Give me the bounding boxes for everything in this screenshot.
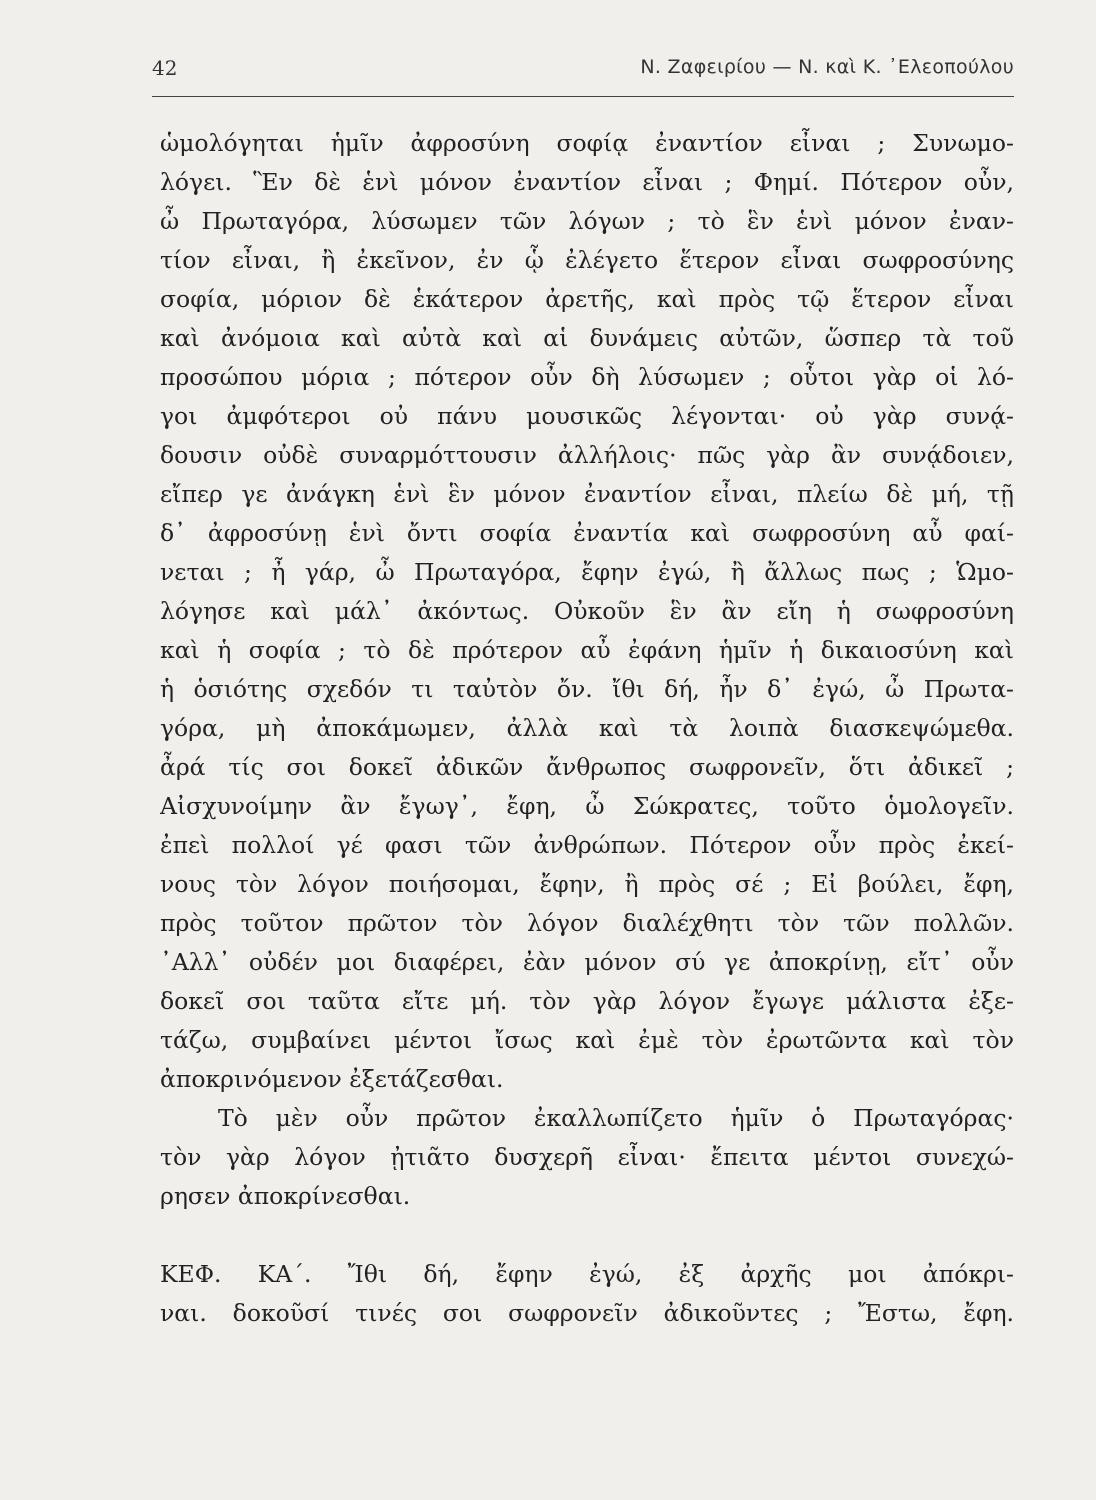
text-line: Αἰσχυνοίμην ἂν ἔγωγ᾿, ἔφη, ὦ Σώκρατες, τοῦτο ὁμολογεῖν.	[160, 792, 1014, 820]
text-line: ΚΕΦ. ΚΑ΄. Ἴθι δή, ἔφην ἐγώ, ἐξ ἀρχῆς μοι ἀπόκρι-	[160, 1260, 1014, 1288]
text-line: Τὸ μὲν οὖν πρῶτον ἐκαλλωπίζετο ἡμῖν ὁ Πρωταγόρας·	[218, 1104, 1014, 1132]
text-line: νεται ; ἦ γάρ, ὦ Πρωταγόρα, ἔφην ἐγώ, ἢ ἄλλως πως ; Ὡμο-	[160, 558, 1014, 586]
paragraph-3	[160, 1255, 1014, 1333]
text-line: ὡμολόγηται ἡμῖν ἀφροσύνη σοφίᾳ ἐναντίον εἶναι ; Συνωμο-	[160, 129, 1014, 157]
text-line: σοφία, μόριον δὲ ἑκάτερον ἀρετῆς, καὶ πρὸς τῷ ἕτερον εἶναι	[160, 285, 1014, 313]
text-line: γόρα, μὴ ἀποκάμωμεν, ἀλλὰ καὶ τὰ λοιπὰ διασκεψώμεθα.	[160, 714, 1014, 742]
text-line: λόγησε καὶ μάλ᾿ ἀκόντως. Οὐκοῦν ἓν ἂν εἴη ἡ σωφροσύνη	[160, 597, 1014, 625]
text-line: τάζω, συμβαίνει μέντοι ἴσως καὶ ἐμὲ τὸν ἐρωτῶντα καὶ τὸν	[160, 1026, 1014, 1054]
text-line: εἴπερ γε ἀνάγκη ἑνὶ ἓν μόνον ἐναντίον εἶναι, πλείω δὲ μή, τῇ	[160, 480, 1014, 508]
text-line: ρησεν ἀποκρίνεσθαι.	[160, 1182, 411, 1210]
text-line: γοι ἀμφότεροι οὐ πάνυ μουσικῶς λέγονται· οὐ γὰρ συνᾴ-	[160, 402, 1014, 430]
text-line: ἐπεὶ πολλοί γέ φασι τῶν ἀνθρώπων. Πότερον οὖν πρὸς ἐκεί-	[160, 831, 1014, 859]
text-line: δ᾿ ἀφροσύνῃ ἑνὶ ὄντι σοφία ἐναντία καὶ σωφροσύνη αὖ φαί-	[160, 519, 1014, 547]
text-line: ναι. δοκοῦσί τινές σοι σωφρονεῖν ἀδικοῦντες ; Ἔστω, ἔφη.	[160, 1299, 1014, 1327]
text-line: καὶ ἡ σοφία ; τὸ δὲ πρότερον αὖ ἐφάνη ἡμῖν ἡ δικαιοσύνη καὶ	[160, 636, 1014, 664]
text-line: τίον εἶναι, ἢ ἐκεῖνον, ἐν ᾧ ἐλέγετο ἕτερον εἶναι σωφροσύνης	[160, 246, 1014, 274]
header-rule	[152, 96, 1014, 97]
text-line: ἀποκρινόμενον ἐξετάζεσθαι.	[160, 1065, 504, 1093]
running-head: Ν. Ζαφειρίου — Ν. καὶ Κ. ᾿Ελεοπούλου	[640, 56, 1014, 78]
page-number: 42	[152, 56, 178, 80]
text-line: ἆρά τίς σοι δοκεῖ ἀδικῶν ἄνθρωπος σωφρονεῖν, ὅτι ἀδικεῖ ;	[160, 753, 1014, 781]
page-header	[152, 56, 1014, 92]
text-line: δοκεῖ σοι ταῦτα εἴτε μή. τὸν γὰρ λόγον ἔγωγε μάλιστα ἐξε-	[160, 987, 1014, 1015]
text-line: ᾿Αλλ᾿ οὐδέν μοι διαφέρει, ἐὰν μόνον σύ γε ἀποκρίνῃ, εἴτ᾿ οὖν	[160, 948, 1014, 976]
text-line: τὸν γὰρ λόγον ᾐτιᾶτο δυσχερῆ εἶναι· ἔπειτα μέντοι συνεχώ-	[160, 1143, 1014, 1171]
text-line: πρὸς τοῦτον πρῶτον τὸν λόγον διαλέχθητι τὸν τῶν πολλῶν.	[160, 909, 1014, 937]
text-line: νους τὸν λόγον ποιήσομαι, ἔφην, ἢ πρὸς σέ ; Εἰ βούλει, ἔφη,	[160, 870, 1014, 898]
text-line: καὶ ἀνόμοια καὶ αὐτὰ καὶ αἱ δυνάμεις αὐτῶν, ὥσπερ τὰ τοῦ	[160, 324, 1014, 352]
paragraph-2	[160, 1099, 1014, 1216]
text-line: ἡ ὁσιότης σχεδόν τι ταὐτὸν ὄν. ἴθι δή, ἦν δ᾿ ἐγώ, ὦ Πρωτα-	[160, 675, 1014, 703]
text-line: προσώπου μόρια ; πότερον οὖν δὴ λύσωμεν ; οὗτοι γὰρ οἱ λό-	[160, 363, 1014, 391]
body-text	[160, 124, 1014, 1333]
paragraph-1	[160, 124, 1014, 1099]
text-line: λόγει. Ἓν δὲ ἑνὶ μόνον ἐναντίον εἶναι ; Φημί. Πότερον οὖν,	[160, 168, 1014, 196]
text-line: ὦ Πρωταγόρα, λύσωμεν τῶν λόγων ; τὸ ἓν ἑνὶ μόνον ἐναν-	[160, 207, 1014, 235]
text-line: δουσιν οὐδὲ συναρμόττουσιν ἀλλήλοις· πῶς γὰρ ἂν συνᾴδοιεν,	[160, 441, 1014, 469]
section-gap	[160, 1216, 1014, 1255]
